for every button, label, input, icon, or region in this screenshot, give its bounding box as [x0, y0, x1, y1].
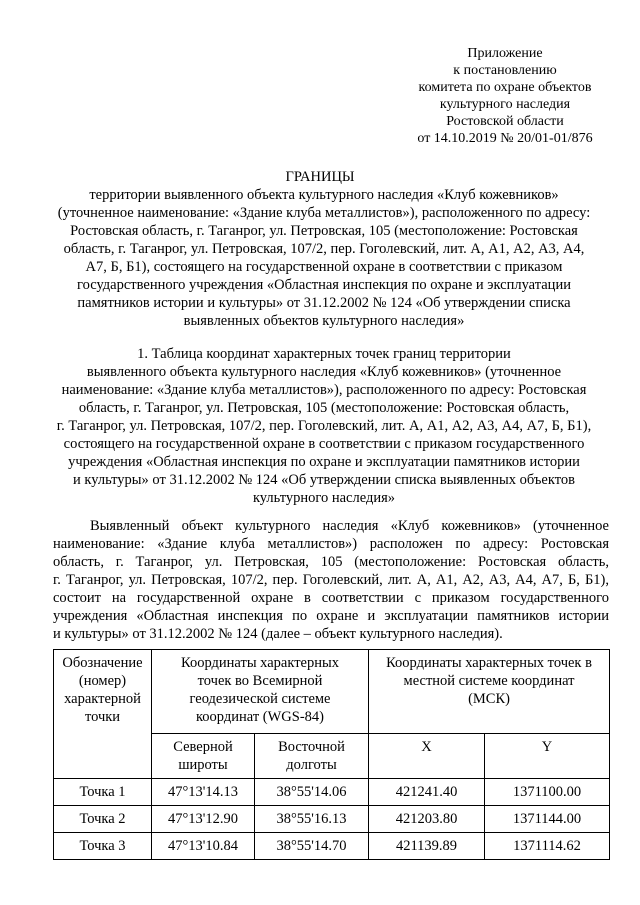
x-cell: 421139.89	[369, 833, 485, 860]
header-text: Координаты характерных	[181, 655, 339, 671]
section-line: наименование: «Здание клуба металлистов»), расположенного по адресу: Ростовская	[61, 382, 587, 398]
header-text: Северной	[173, 739, 233, 755]
header-text: Восточной	[278, 739, 345, 755]
section-heading	[40, 345, 608, 507]
paragraph-line: учреждения «Областная инспекция по охране и эксплуатации памятников истории	[53, 608, 609, 624]
header-wgs-cell	[152, 650, 369, 734]
header-text: точки	[84, 709, 121, 725]
document-subtitle	[40, 186, 608, 330]
header-text: (МСК)	[468, 691, 510, 707]
east-cell: 38°55'14.06	[255, 779, 369, 806]
east-cell: 38°55'16.13	[255, 806, 369, 833]
y-cell: 1371100.00	[485, 779, 610, 806]
subtitle-line: территории выявленного объекта культурного наследия «Клуб кожевников»	[89, 187, 559, 203]
x-cell: 421241.40	[369, 779, 485, 806]
north-cell: 47°13'14.13	[152, 779, 255, 806]
y-cell: 1371144.00	[485, 806, 610, 833]
north-cell: 47°13'10.84	[152, 833, 255, 860]
table-header-row	[54, 650, 610, 734]
subheader-east-cell	[255, 734, 369, 779]
paragraph-line: и культуры» от 31.12.2002 № 124 (далее – объект культурного наследия).	[53, 626, 503, 642]
header-text: геодезической системе	[189, 691, 331, 707]
paragraph-line: область, г. Таганрог, ул. Петровская, 105 (местоположение: Ростовская область,	[53, 554, 609, 570]
appendix-line: Ростовской области	[446, 114, 564, 129]
subheader-north-cell	[152, 734, 255, 779]
appendix-line: комитета по охране объектов	[418, 80, 592, 95]
y-cell: 1371114.62	[485, 833, 610, 860]
header-text: Обозначение	[62, 655, 143, 671]
point-cell: Точка 1	[54, 779, 152, 806]
header-point-cell	[54, 650, 152, 779]
appendix-line: Приложение	[467, 46, 543, 61]
header-text: координат (WGS-84)	[196, 709, 324, 725]
subtitle-line: область, г. Таганрог, ул. Петровская, 107/2, пер. Гоголевский, лит. А, А1, А2, А3, А4,	[63, 241, 585, 257]
section-line: учреждения «Областная инспекция по охране и эксплуатации памятников истории	[68, 454, 580, 470]
subtitle-line: государственного учреждения «Областная инспекция по охране и эксплуатации	[77, 277, 571, 293]
subheader-y-cell: Y	[485, 734, 610, 779]
header-text: точек во Всемирной	[197, 673, 323, 689]
subtitle-line: А7, Б, Б1), состоящего на государственной охране в соответствии с приказом	[85, 259, 563, 275]
appendix-line: от 14.10.2019 № 20/01-01/876	[417, 131, 593, 146]
point-cell: Точка 2	[54, 806, 152, 833]
header-text: характерной	[64, 691, 141, 707]
point-cell: Точка 3	[54, 833, 152, 860]
x-cell: 421203.80	[369, 806, 485, 833]
subtitle-line: (уточненное наименование: «Здание клуба металлистов»), расположенного по адресу:	[57, 205, 591, 221]
table-row	[54, 806, 610, 833]
document-title: ГРАНИЦЫ	[285, 169, 355, 185]
header-text: местной системе координат	[403, 673, 575, 689]
section-line: выявленного объекта культурного наследия «Клуб кожевников» (уточненное	[86, 364, 562, 380]
table-row	[54, 779, 610, 806]
section-line: культурного наследия»	[252, 490, 396, 506]
subtitle-line: памятников истории и культуры» от 31.12.2002 № 124 «Об утверждении списка	[77, 295, 571, 311]
coordinates-table	[53, 649, 610, 860]
section-line: область, г. Таганрог, ул. Петровская, 105 (местоположение: Ростовская область,	[78, 400, 570, 416]
appendix-line: культурного наследия	[439, 97, 571, 112]
header-text: широты	[178, 757, 228, 773]
north-cell: 47°13'12.90	[152, 806, 255, 833]
table-row	[54, 833, 610, 860]
east-cell: 38°55'14.70	[255, 833, 369, 860]
body-paragraph	[53, 517, 609, 643]
section-line: г. Таганрог, ул. Петровская, 107/2, пер. Гоголевский, лит. А, А1, А2, А3, А4, А7, Б, Б1),	[56, 418, 592, 434]
section-line: 1. Таблица координат характерных точек границ территории	[137, 346, 511, 362]
appendix-line: к постановлению	[453, 63, 557, 78]
header-msk-cell	[369, 650, 610, 734]
paragraph-line: Выявленный объект культурного наследия «Клуб кожевников» (уточненное	[90, 518, 609, 534]
section-line: и культуры» от 31.12.2002 № 124 «Об утверждении списка выявленных объектов	[73, 472, 575, 488]
header-text: долготы	[286, 757, 337, 773]
subtitle-line: Ростовская область, г. Таганрог, ул. Петровская, 105 (местоположение: Ростовская	[70, 223, 578, 239]
paragraph-line: г. Таганрог, ул. Петровская, 107/2, пер. Гоголевский, лит. А, А1, А2, А3, А4, А7, Б, Б1),	[53, 572, 609, 588]
header-text: (номер)	[78, 673, 127, 689]
section-line: состоящего на государственной охране в соответствии с приказом государственного	[63, 436, 585, 452]
paragraph-line: состоит на государственной охране в соответствии с приказом государственного	[53, 590, 609, 606]
paragraph-line: наименование: «Здание клуба металлистов») расположен по адресу: Ростовская	[53, 536, 609, 552]
subtitle-line: выявленных объектов культурного наследия»	[183, 313, 465, 329]
header-text: Координаты характерных точек в	[386, 655, 592, 671]
appendix-block	[370, 45, 640, 147]
subheader-x-cell: X	[369, 734, 485, 779]
